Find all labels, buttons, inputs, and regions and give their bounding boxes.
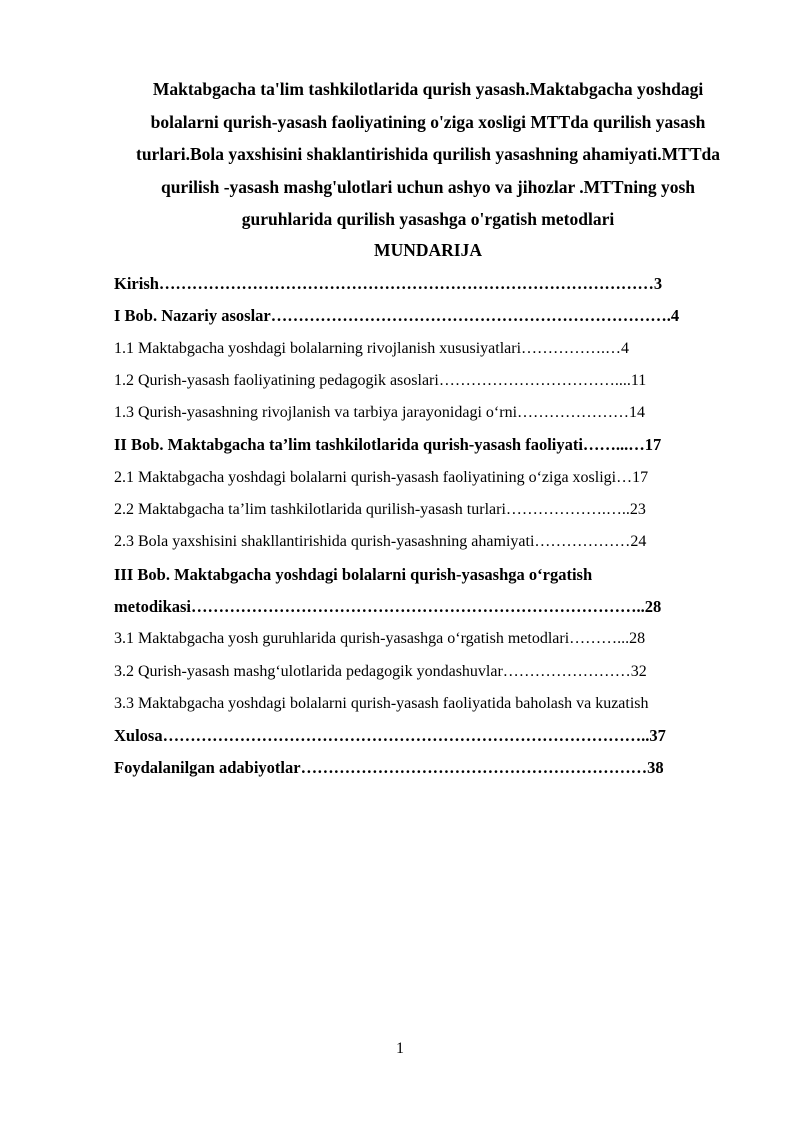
table-of-contents — [114, 268, 744, 785]
toc-entry: 3.1 Maktabgacha yosh guruhlarida qurish-yasashga o‘rgatish metodlari………...28 — [114, 630, 646, 648]
toc-entry: 1.2 Qurish-yasash faoliyatining pedagogik asoslari……………………………....11 — [114, 371, 647, 389]
toc-entry: Foydalanilgan adabiyotlar………………………………………………………38 — [114, 758, 664, 778]
title-line: Maktabgacha ta'lim tashkilotlarida qurish yasash.Maktabgacha yoshdagi — [152, 79, 704, 99]
toc-entry: 2.3 Bola yaxshisini shakllantirishida qurish-yasashning ahamiyati………………24 — [114, 533, 647, 551]
page-number: 1 — [396, 1040, 404, 1057]
toc-entry: 1.1 Maktabgacha yoshdagi bolalarning rivojlanish xususiyatlari…………….…4 — [114, 339, 630, 357]
title-line: qurilish -yasash mashg'ulotlari uchun ashyo va jihozlar .MTTning yosh — [160, 176, 696, 197]
toc-entry: metodikasi………………………………………………………………………..28 — [114, 596, 662, 616]
document-title — [112, 73, 744, 236]
title-line: bolalarni qurish-yasash faoliyatining o'ziga xosligi MTTda qurilish yasash — [150, 111, 706, 132]
title-line: turlari.Bola yaxshisini shaklantirishida qurilish yasashning ahamiyati.MTTda — [136, 144, 720, 164]
title-line: guruhlarida qurilish yasashga o'rgatish metodlari — [241, 209, 615, 229]
toc-entry: Xulosa……………………………………………………………………………..37 — [114, 726, 666, 746]
toc-entry: II Bob. Maktabgacha ta’lim tashkilotlarida qurish-yasash faoliyati……...…17 — [114, 435, 662, 455]
toc-entry: 3.2 Qurish-yasash mashg‘ulotlarida pedagogik yondashuvlar……………………32 — [114, 662, 647, 680]
toc-entry: 3.3 Maktabgacha yoshdagi bolalarni qurish-yasash faoliyatida baholash va kuzatish — [114, 694, 649, 712]
toc-heading: MUNDARIJA — [374, 240, 482, 260]
toc-entry: I Bob. Nazariy asoslar……………………………………………………………….4 — [114, 306, 680, 326]
toc-entry: Kirish………………………………………………………………………………3 — [114, 274, 663, 293]
toc-entry: 1.3 Qurish-yasashning rivojlanish va tarbiya jarayonidagi o‘rni…………………14 — [114, 404, 646, 422]
toc-entry: 2.2 Maktabgacha ta’lim tashkilotlarida qurilish-yasash turlari……………….…..23 — [114, 501, 646, 519]
toc-entry: III Bob. Maktabgacha yoshdagi bolalarni qurish-yasashga o‘rgatish — [114, 564, 593, 584]
toc-entry: 2.1 Maktabgacha yoshdagi bolalarni qurish-yasash faoliyatining o‘ziga xosligi…17 — [114, 468, 649, 486]
